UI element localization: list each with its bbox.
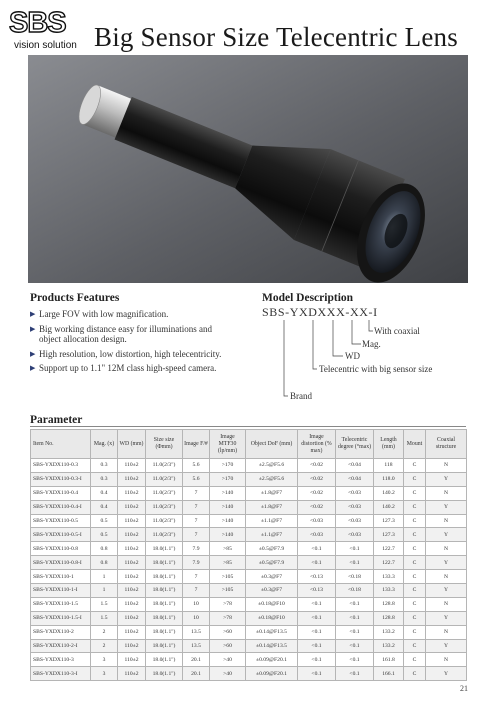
table-cell: 110±2 xyxy=(118,597,146,611)
table-cell: ±2.5@F5.6 xyxy=(246,472,298,486)
table-cell: ±1.1@F7 xyxy=(246,514,298,528)
table-cell: ±0.14@F13.5 xyxy=(246,625,298,639)
item-number-cell: SBS-YXDX110-1 xyxy=(31,570,91,584)
table-row xyxy=(31,472,467,486)
table-cell: 20.1 xyxy=(183,653,210,667)
table-row xyxy=(31,584,467,598)
table-cell: 110±2 xyxy=(118,611,146,625)
table-cell: 161.8 xyxy=(374,653,404,667)
table-cell: <0.1 xyxy=(336,625,374,639)
table-cell: 110±2 xyxy=(118,514,146,528)
table-cell: C xyxy=(404,584,426,598)
table-cell: C xyxy=(404,486,426,500)
table-cell: 0.4 xyxy=(91,500,118,514)
table-cell: <0.1 xyxy=(298,667,336,681)
table-cell: 18.0(1.1") xyxy=(146,639,183,653)
table-cell: 133.2 xyxy=(374,625,404,639)
table-cell: N xyxy=(426,653,467,667)
table-cell: Y xyxy=(426,611,467,625)
table-cell: 127.3 xyxy=(374,514,404,528)
table-cell: 10 xyxy=(183,597,210,611)
table-cell: 11.0(2/3") xyxy=(146,472,183,486)
table-cell: C xyxy=(404,542,426,556)
table-cell: <0.1 xyxy=(336,556,374,570)
brand-logo xyxy=(8,6,83,50)
table-cell: 1 xyxy=(91,584,118,598)
table-cell: 18.0(1.1") xyxy=(146,625,183,639)
column-header: Mount xyxy=(404,430,426,459)
table-cell: 7.9 xyxy=(183,542,210,556)
table-cell: N xyxy=(426,625,467,639)
table-cell: N xyxy=(426,542,467,556)
table-cell: 133.3 xyxy=(374,570,404,584)
item-number-cell: SBS-YXDX110-2 xyxy=(31,625,91,639)
table-cell: 128.8 xyxy=(374,611,404,625)
table-cell: N xyxy=(426,570,467,584)
table-cell: 110±2 xyxy=(118,625,146,639)
table-cell: N xyxy=(426,459,467,473)
table-row xyxy=(31,556,467,570)
table-cell: 18.0(1.1") xyxy=(146,653,183,667)
table-header-row xyxy=(31,430,467,459)
sbs-logo-mark xyxy=(8,6,72,36)
table-cell: 20.1 xyxy=(183,667,210,681)
table-cell: <0.1 xyxy=(336,653,374,667)
item-number-cell: SBS-YXDX110-0.4 xyxy=(31,486,91,500)
table-cell: 118 xyxy=(374,459,404,473)
feature-text: Big working distance easy for illuminations and object allocation design. xyxy=(39,323,212,344)
table-cell: ±0.5@F7.9 xyxy=(246,556,298,570)
table-cell: Y xyxy=(426,500,467,514)
table-cell: <0.02 xyxy=(298,486,336,500)
table-cell: >170 xyxy=(210,472,246,486)
logo-subtitle: vision solution xyxy=(14,40,77,51)
table-row xyxy=(31,542,467,556)
table-cell: 18.0(1.1") xyxy=(146,611,183,625)
parameter-divider xyxy=(30,426,466,427)
table-cell: 18.0(1.1") xyxy=(146,667,183,681)
table-cell: 7 xyxy=(183,486,210,500)
table-row xyxy=(31,486,467,500)
table-cell: 13.5 xyxy=(183,625,210,639)
table-cell: <0.1 xyxy=(298,611,336,625)
table-cell: ±0.3@F7 xyxy=(246,570,298,584)
column-header: Mag. (x) xyxy=(91,430,118,459)
table-cell: 122.7 xyxy=(374,556,404,570)
label-sensor: Telecentric with big sensor size xyxy=(319,364,433,374)
item-number-cell: SBS-YXDX110-3-I xyxy=(31,667,91,681)
table-cell: >140 xyxy=(210,500,246,514)
table-cell: >60 xyxy=(210,639,246,653)
table-cell: Y xyxy=(426,667,467,681)
table-cell: >85 xyxy=(210,542,246,556)
table-cell: 110±2 xyxy=(118,570,146,584)
table-cell: ±0.18@F10 xyxy=(246,597,298,611)
table-row xyxy=(31,570,467,584)
item-number-cell: SBS-YXDX110-0.8-I xyxy=(31,556,91,570)
table-cell: 110±2 xyxy=(118,542,146,556)
table-cell: ±1.8@F7 xyxy=(246,486,298,500)
table-cell: <0.03 xyxy=(336,486,374,500)
table-cell: <0.1 xyxy=(298,653,336,667)
table-cell: 166.1 xyxy=(374,667,404,681)
column-header: Length (mm) xyxy=(374,430,404,459)
table-cell: 7 xyxy=(183,500,210,514)
table-cell: >40 xyxy=(210,653,246,667)
features-title: Products Features xyxy=(30,292,120,304)
table-cell: 18.0(1.1") xyxy=(146,570,183,584)
table-cell: 7 xyxy=(183,570,210,584)
table-cell: 1 xyxy=(91,570,118,584)
model-code: SBS-YXDXXX-XX-I xyxy=(262,305,378,319)
table-cell: ±0.14@F13.5 xyxy=(246,639,298,653)
page-title: Big Sensor Size Telecentric Lens xyxy=(94,22,458,52)
table-cell: 18.0(1.1") xyxy=(146,556,183,570)
label-wd: WD xyxy=(345,351,360,361)
table-row xyxy=(31,611,467,625)
table-cell: <0.18 xyxy=(336,584,374,598)
table-cell: 3 xyxy=(91,653,118,667)
bullet-triangle-icon: ▶ xyxy=(30,324,36,333)
table-cell: >78 xyxy=(210,611,246,625)
table-cell: C xyxy=(404,528,426,542)
table-cell: C xyxy=(404,625,426,639)
product-image xyxy=(28,55,468,283)
table-cell: C xyxy=(404,570,426,584)
item-number-cell: SBS-YXDX110-0.3-I xyxy=(31,472,91,486)
table-cell: N xyxy=(426,597,467,611)
table-row xyxy=(31,625,467,639)
column-header: Image F/# xyxy=(183,430,210,459)
table-cell: >78 xyxy=(210,597,246,611)
column-header: Object DoF (mm) xyxy=(246,430,298,459)
table-cell: 7 xyxy=(183,584,210,598)
column-header: WD (mm) xyxy=(118,430,146,459)
model-code-diagram xyxy=(262,318,382,408)
table-cell: 11.0(2/3") xyxy=(146,528,183,542)
table-cell: >140 xyxy=(210,528,246,542)
table-cell: ±0.5@F7.9 xyxy=(246,542,298,556)
table-cell: 0.4 xyxy=(91,486,118,500)
table-cell: 5.6 xyxy=(183,472,210,486)
table-cell: 18.0(1.1") xyxy=(146,597,183,611)
table-cell: 0.3 xyxy=(91,472,118,486)
table-cell: ±0.09@F20.1 xyxy=(246,653,298,667)
table-cell: <0.1 xyxy=(336,667,374,681)
table-cell: 1.5 xyxy=(91,597,118,611)
table-cell: 133.3 xyxy=(374,584,404,598)
table-cell: C xyxy=(404,500,426,514)
table-cell: <0.02 xyxy=(298,472,336,486)
table-cell: 110±2 xyxy=(118,500,146,514)
table-cell: 7 xyxy=(183,528,210,542)
table-cell: >40 xyxy=(210,667,246,681)
table-cell: <0.1 xyxy=(336,611,374,625)
table-cell: >105 xyxy=(210,570,246,584)
table-cell: <0.18 xyxy=(336,570,374,584)
table-cell: 5.6 xyxy=(183,459,210,473)
bullet-triangle-icon: ▶ xyxy=(30,349,36,358)
table-cell: 110±2 xyxy=(118,486,146,500)
features-list xyxy=(30,309,235,378)
table-cell: 110±2 xyxy=(118,556,146,570)
table-cell: 133.2 xyxy=(374,639,404,653)
table-cell: Y xyxy=(426,528,467,542)
table-cell: 13.5 xyxy=(183,639,210,653)
table-cell: <0.13 xyxy=(298,584,336,598)
column-header: Size size (Φmm) xyxy=(146,430,183,459)
parameter-title: Parameter xyxy=(30,414,83,426)
table-cell: C xyxy=(404,667,426,681)
item-number-cell: SBS-YXDX110-0.8 xyxy=(31,542,91,556)
table-cell: 11.0(2/3") xyxy=(146,514,183,528)
table-cell: <0.1 xyxy=(298,556,336,570)
feature-text: Support up to 1.1" 12M class high-speed camera. xyxy=(39,363,217,373)
table-row xyxy=(31,639,467,653)
table-cell: Y xyxy=(426,639,467,653)
feature-item xyxy=(30,349,235,360)
table-cell: <0.04 xyxy=(336,459,374,473)
table-cell: 7.9 xyxy=(183,556,210,570)
item-number-cell: SBS-YXDX110-0.5 xyxy=(31,514,91,528)
table-cell: N xyxy=(426,514,467,528)
table-cell: C xyxy=(404,472,426,486)
table-row xyxy=(31,500,467,514)
table-cell: <0.04 xyxy=(336,472,374,486)
table-cell: <0.03 xyxy=(336,500,374,514)
table-cell: 7 xyxy=(183,514,210,528)
page-number: 21 xyxy=(460,684,468,693)
table-cell: <0.13 xyxy=(298,570,336,584)
table-cell: Y xyxy=(426,556,467,570)
table-cell: 18.0(1.1") xyxy=(146,584,183,598)
item-number-cell: SBS-YXDX110-1.5-I xyxy=(31,611,91,625)
table-cell: 11.0(2/3") xyxy=(146,500,183,514)
table-row xyxy=(31,459,467,473)
bullet-triangle-icon: ▶ xyxy=(30,310,36,318)
table-cell: 0.3 xyxy=(91,459,118,473)
table-cell: <0.1 xyxy=(336,542,374,556)
table-cell: 140.2 xyxy=(374,486,404,500)
table-cell: ±2.5@F5.6 xyxy=(246,459,298,473)
label-with-coaxial: With coaxial xyxy=(374,326,420,336)
table-cell: 11.0(2/3") xyxy=(146,486,183,500)
table-cell: Y xyxy=(426,472,467,486)
item-number-cell: SBS-YXDX110-0.4-I xyxy=(31,500,91,514)
table-cell: 2 xyxy=(91,625,118,639)
table-cell: 110±2 xyxy=(118,528,146,542)
feature-text: Large FOV with low magnification. xyxy=(39,309,169,319)
feature-item xyxy=(30,363,235,374)
parameter-table-body xyxy=(31,459,467,681)
table-cell: N xyxy=(426,486,467,500)
table-cell: 11.0(2/3") xyxy=(146,459,183,473)
column-header: Telecentric degree (°max) xyxy=(336,430,374,459)
table-cell: <0.03 xyxy=(298,528,336,542)
table-cell: 0.5 xyxy=(91,528,118,542)
table-cell: 2 xyxy=(91,639,118,653)
table-cell: 18.0(1.1") xyxy=(146,542,183,556)
item-number-cell: SBS-YXDX110-1.5 xyxy=(31,597,91,611)
table-cell: ±0.09@F20.1 xyxy=(246,667,298,681)
parameter-table xyxy=(30,429,467,681)
table-cell: <0.1 xyxy=(298,625,336,639)
table-cell: 0.8 xyxy=(91,542,118,556)
column-header: Coaxial structure xyxy=(426,430,467,459)
table-cell: C xyxy=(404,611,426,625)
table-cell: <0.1 xyxy=(298,542,336,556)
table-cell: ±0.18@F10 xyxy=(246,611,298,625)
table-cell: <0.02 xyxy=(298,459,336,473)
table-cell: >105 xyxy=(210,584,246,598)
table-row xyxy=(31,667,467,681)
table-cell: C xyxy=(404,653,426,667)
feature-item xyxy=(30,324,235,345)
table-cell: >170 xyxy=(210,459,246,473)
table-cell: 110±2 xyxy=(118,639,146,653)
table-cell: >140 xyxy=(210,486,246,500)
bullet-triangle-icon: ▶ xyxy=(30,364,36,372)
table-cell: ±1.1@F7 xyxy=(246,528,298,542)
item-number-cell: SBS-YXDX110-3 xyxy=(31,653,91,667)
model-description-title: Model Description xyxy=(262,292,354,304)
item-number-cell: SBS-YXDX110-1-I xyxy=(31,584,91,598)
item-number-cell: SBS-YXDX110-0.3 xyxy=(31,459,91,473)
table-cell: <0.1 xyxy=(298,597,336,611)
table-cell: <0.03 xyxy=(336,514,374,528)
table-cell: 122.7 xyxy=(374,542,404,556)
table-cell: ±0.3@F7 xyxy=(246,584,298,598)
feature-item xyxy=(30,309,235,320)
table-cell: 110±2 xyxy=(118,653,146,667)
logo-letters-text: SBS xyxy=(9,7,66,36)
item-number-cell: SBS-YXDX110-2-I xyxy=(31,639,91,653)
table-cell: <0.03 xyxy=(336,528,374,542)
table-cell: <0.1 xyxy=(298,639,336,653)
table-cell: C xyxy=(404,459,426,473)
table-cell: 0.8 xyxy=(91,556,118,570)
table-cell: 0.5 xyxy=(91,514,118,528)
table-cell: 110±2 xyxy=(118,472,146,486)
table-cell: 1.5 xyxy=(91,611,118,625)
table-cell: 110±2 xyxy=(118,584,146,598)
table-cell: ±1.8@F7 xyxy=(246,500,298,514)
table-cell: 110±2 xyxy=(118,459,146,473)
table-cell: <0.1 xyxy=(336,597,374,611)
table-cell: C xyxy=(404,514,426,528)
table-cell: 118.0 xyxy=(374,472,404,486)
table-row xyxy=(31,597,467,611)
table-cell: >140 xyxy=(210,514,246,528)
table-cell: >85 xyxy=(210,556,246,570)
column-header: Item No. xyxy=(31,430,91,459)
table-cell: 127.3 xyxy=(374,528,404,542)
table-cell: Y xyxy=(426,584,467,598)
table-cell: C xyxy=(404,597,426,611)
table-cell: >60 xyxy=(210,625,246,639)
feature-text: High resolution, low distortion, high telecentricity. xyxy=(39,348,222,359)
table-row xyxy=(31,514,467,528)
table-cell: C xyxy=(404,639,426,653)
table-cell: 128.8 xyxy=(374,597,404,611)
table-cell: 10 xyxy=(183,611,210,625)
table-cell: <0.1 xyxy=(336,639,374,653)
table-cell: C xyxy=(404,556,426,570)
table-row xyxy=(31,653,467,667)
item-number-cell: SBS-YXDX110-0.5-I xyxy=(31,528,91,542)
label-brand: Brand xyxy=(290,391,312,401)
table-row xyxy=(31,528,467,542)
table-cell: <0.02 xyxy=(298,500,336,514)
table-cell: <0.03 xyxy=(298,514,336,528)
column-header: Image MTF30 (lp/mm) xyxy=(210,430,246,459)
table-cell: 110±2 xyxy=(118,667,146,681)
table-cell: 140.2 xyxy=(374,500,404,514)
table-cell: 3 xyxy=(91,667,118,681)
column-header: Image distortion (% max) xyxy=(298,430,336,459)
label-mag: Mag. xyxy=(362,339,381,349)
